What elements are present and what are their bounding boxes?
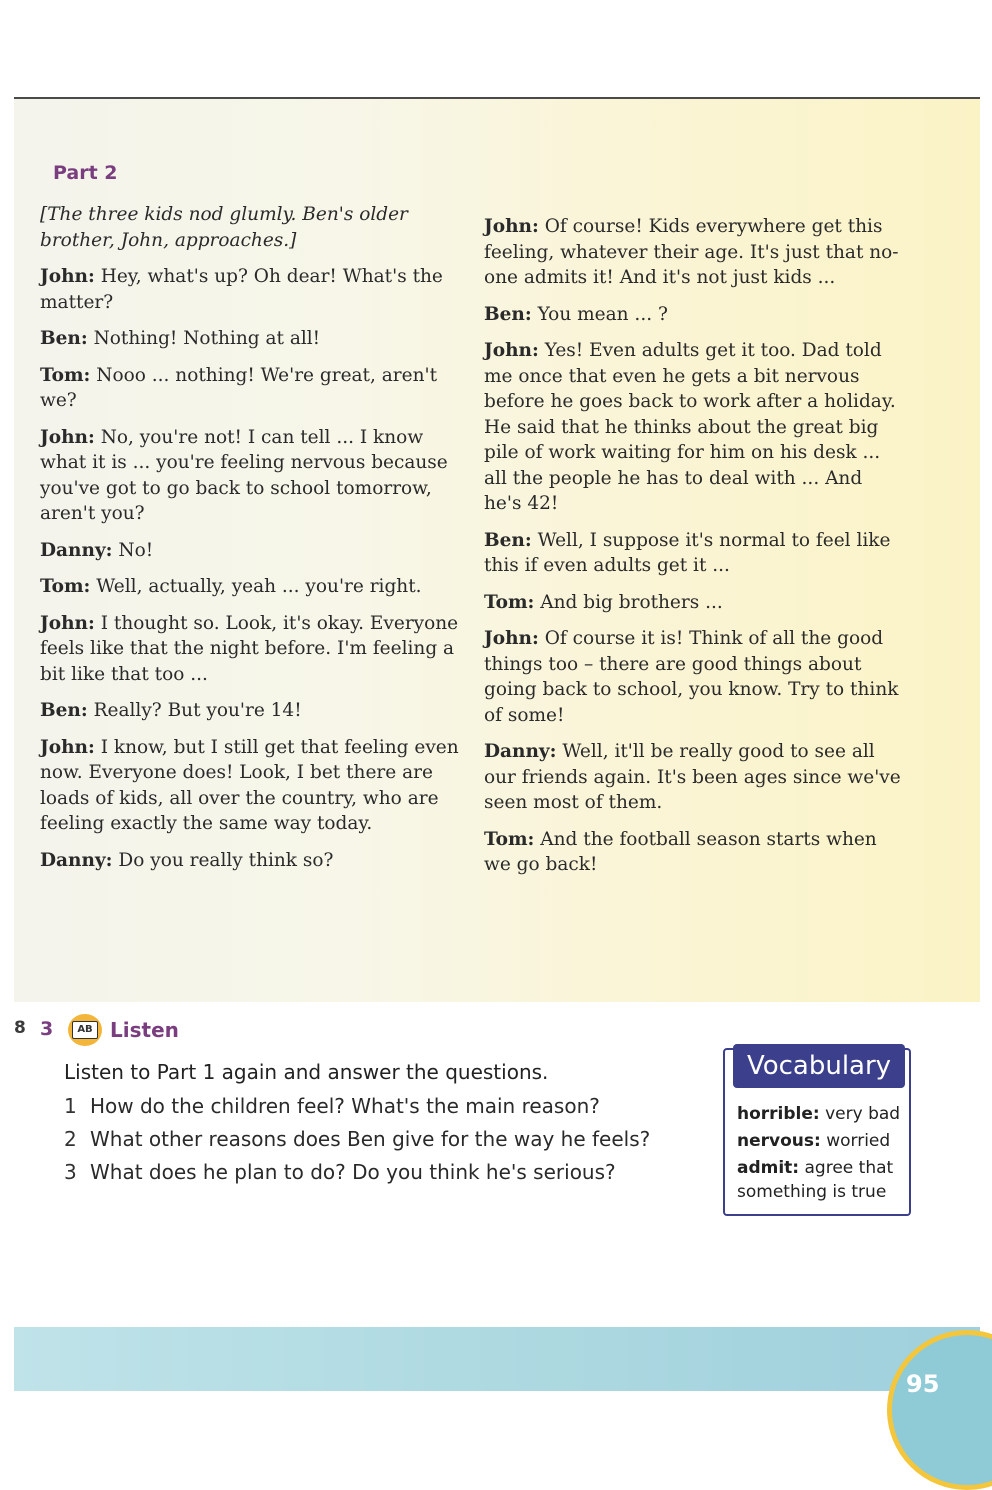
- activity-book-icon: [68, 1014, 102, 1046]
- dialogue-text: Well, it'll be really good to see all our friends again. It's been ages since we've seen most of them.: [484, 741, 901, 813]
- activity-book-label: AB: [72, 1021, 98, 1039]
- dialogue-line: [484, 528, 904, 579]
- speaker-name: Danny:: [40, 849, 113, 871]
- dialogue-line: [484, 302, 904, 328]
- vocabulary-definition: very bad: [825, 1104, 901, 1124]
- dialogue-text: Nooo ... nothing! We're great, aren't we?: [40, 364, 438, 411]
- dialogue-text: Hey, what's up? Oh dear! What's the matter?: [40, 266, 443, 313]
- audio-track-number: 8: [14, 1018, 26, 1038]
- vocabulary-entry: [737, 1129, 907, 1153]
- dialogue-text: Really? But you're 14!: [93, 700, 302, 721]
- exercise-instruction: Listen to Part 1 again and answer the questions.: [64, 1060, 549, 1084]
- page-number: 95: [906, 1370, 940, 1398]
- dialogue-line: [484, 739, 904, 816]
- speaker-name: John:: [40, 266, 95, 287]
- speaker-name: John:: [484, 340, 539, 361]
- dialogue-line: [40, 574, 460, 600]
- question-text: How do the children feel? What's the main reason?: [90, 1094, 600, 1118]
- vocabulary-definition: agree that something is true: [737, 1158, 894, 1202]
- question-text: What other reasons does Ben give for the way he feels?: [90, 1127, 651, 1151]
- dialogue-text: Nothing! Nothing at all!: [93, 328, 321, 349]
- story-left-column: [40, 202, 460, 884]
- dialogue-text: Well, actually, yeah ... you're right.: [96, 576, 422, 597]
- dialogue-text: Well, I suppose it's normal to feel like this if even adults get it ...: [484, 529, 891, 576]
- question-number: 2: [64, 1127, 77, 1151]
- vocabulary-word: horrible:: [737, 1104, 820, 1124]
- footer-band: [14, 1327, 980, 1391]
- vocabulary-entry: [737, 1156, 907, 1204]
- question-list: [64, 1094, 650, 1193]
- dialogue-line: [40, 264, 460, 315]
- dialogue-text: I know, but I still get that feeling even now. Everyone does! Look, I bet there are loads of kids, all over the country, who are feeling exactly the same way today.: [40, 736, 459, 834]
- question-number: 1: [64, 1094, 77, 1118]
- stage-direction: [The three kids nod glumly. Ben's older brother, John, approaches.]: [40, 204, 408, 251]
- speaker-name: John:: [484, 628, 539, 649]
- speaker-name: Tom:: [484, 828, 535, 850]
- dialogue-line: [40, 611, 460, 688]
- dialogue-line: [484, 626, 904, 728]
- speaker-name: Ben:: [484, 303, 532, 325]
- speaker-name: Danny:: [40, 539, 113, 561]
- dialogue-text: No!: [118, 539, 154, 561]
- question-item: [64, 1094, 650, 1127]
- story-right-column: [484, 214, 904, 889]
- dialogue-line: [40, 425, 460, 527]
- dialogue-line: [484, 590, 904, 616]
- dialogue-text: And big brothers ...: [540, 591, 723, 613]
- vocabulary-entry: [737, 1102, 907, 1126]
- question-item: [64, 1127, 650, 1160]
- speaker-name: John:: [40, 736, 95, 758]
- dialogue-text: I thought so. Look, it's okay. Everyone feels like that the night before. I'm feeling a bit like that too ...: [40, 612, 459, 685]
- dialogue-line: [40, 698, 460, 724]
- dialogue-line: [484, 827, 904, 878]
- dialogue-line: [40, 538, 460, 564]
- exercise-title: Listen: [110, 1018, 179, 1042]
- vocabulary-word: admit:: [737, 1158, 800, 1178]
- speaker-name: Tom:: [484, 591, 535, 613]
- dialogue-line: [40, 326, 460, 352]
- speaker-name: John:: [484, 216, 539, 237]
- speaker-name: Ben:: [40, 700, 88, 721]
- dialogue-text: Of course! Kids everywhere get this feeling, whatever their age. It's just that no-one admits it! And it's not just kids ...: [484, 216, 899, 288]
- speaker-name: Danny:: [484, 741, 557, 762]
- vocabulary-word: nervous:: [737, 1131, 821, 1151]
- speaker-name: Ben:: [40, 328, 88, 349]
- dialogue-line: [484, 338, 904, 517]
- part-title: Part 2: [53, 162, 118, 184]
- speaker-name: Tom:: [40, 576, 91, 597]
- dialogue-line: [40, 735, 460, 837]
- vocabulary-title: Vocabulary: [733, 1044, 905, 1088]
- speaker-name: John:: [40, 612, 95, 634]
- dialogue-text: Of course it is! Think of all the good things too – there are good things about going back to school, you know. Try to think of some!: [484, 628, 899, 726]
- question-item: [64, 1160, 650, 1193]
- speaker-name: John:: [40, 426, 95, 448]
- question-number: 3: [64, 1160, 77, 1184]
- speaker-name: Ben:: [484, 529, 532, 551]
- exercise-number: 3: [40, 1018, 54, 1040]
- dialogue-text: And the football season starts when we go back!: [484, 828, 877, 875]
- dialogue-text: You mean ... ?: [537, 303, 668, 325]
- speaker-name: Tom:: [40, 364, 91, 386]
- dialogue-text: Do you really think so?: [118, 849, 334, 871]
- dialogue-text: No, you're not! I can tell ... I know what it is ... you're feeling nervous because you've got to go back to school tomorrow, aren't you?: [40, 426, 448, 524]
- dialogue-line: [40, 363, 460, 414]
- question-text: What does he plan to do? Do you think he's serious?: [90, 1160, 616, 1184]
- vocabulary-definition: worried: [826, 1131, 891, 1151]
- dialogue-line: [40, 848, 460, 874]
- dialogue-text: Yes! Even adults get it too. Dad told me once that even he gets a bit nervous before he goes back to work after a holiday. He said that he thinks about the great big pile of work waiting for him on his desk ... all the people he has to deal with ... And he's 42!: [484, 340, 896, 514]
- vocabulary-box: [723, 1048, 911, 1216]
- dialogue-line: [484, 214, 904, 291]
